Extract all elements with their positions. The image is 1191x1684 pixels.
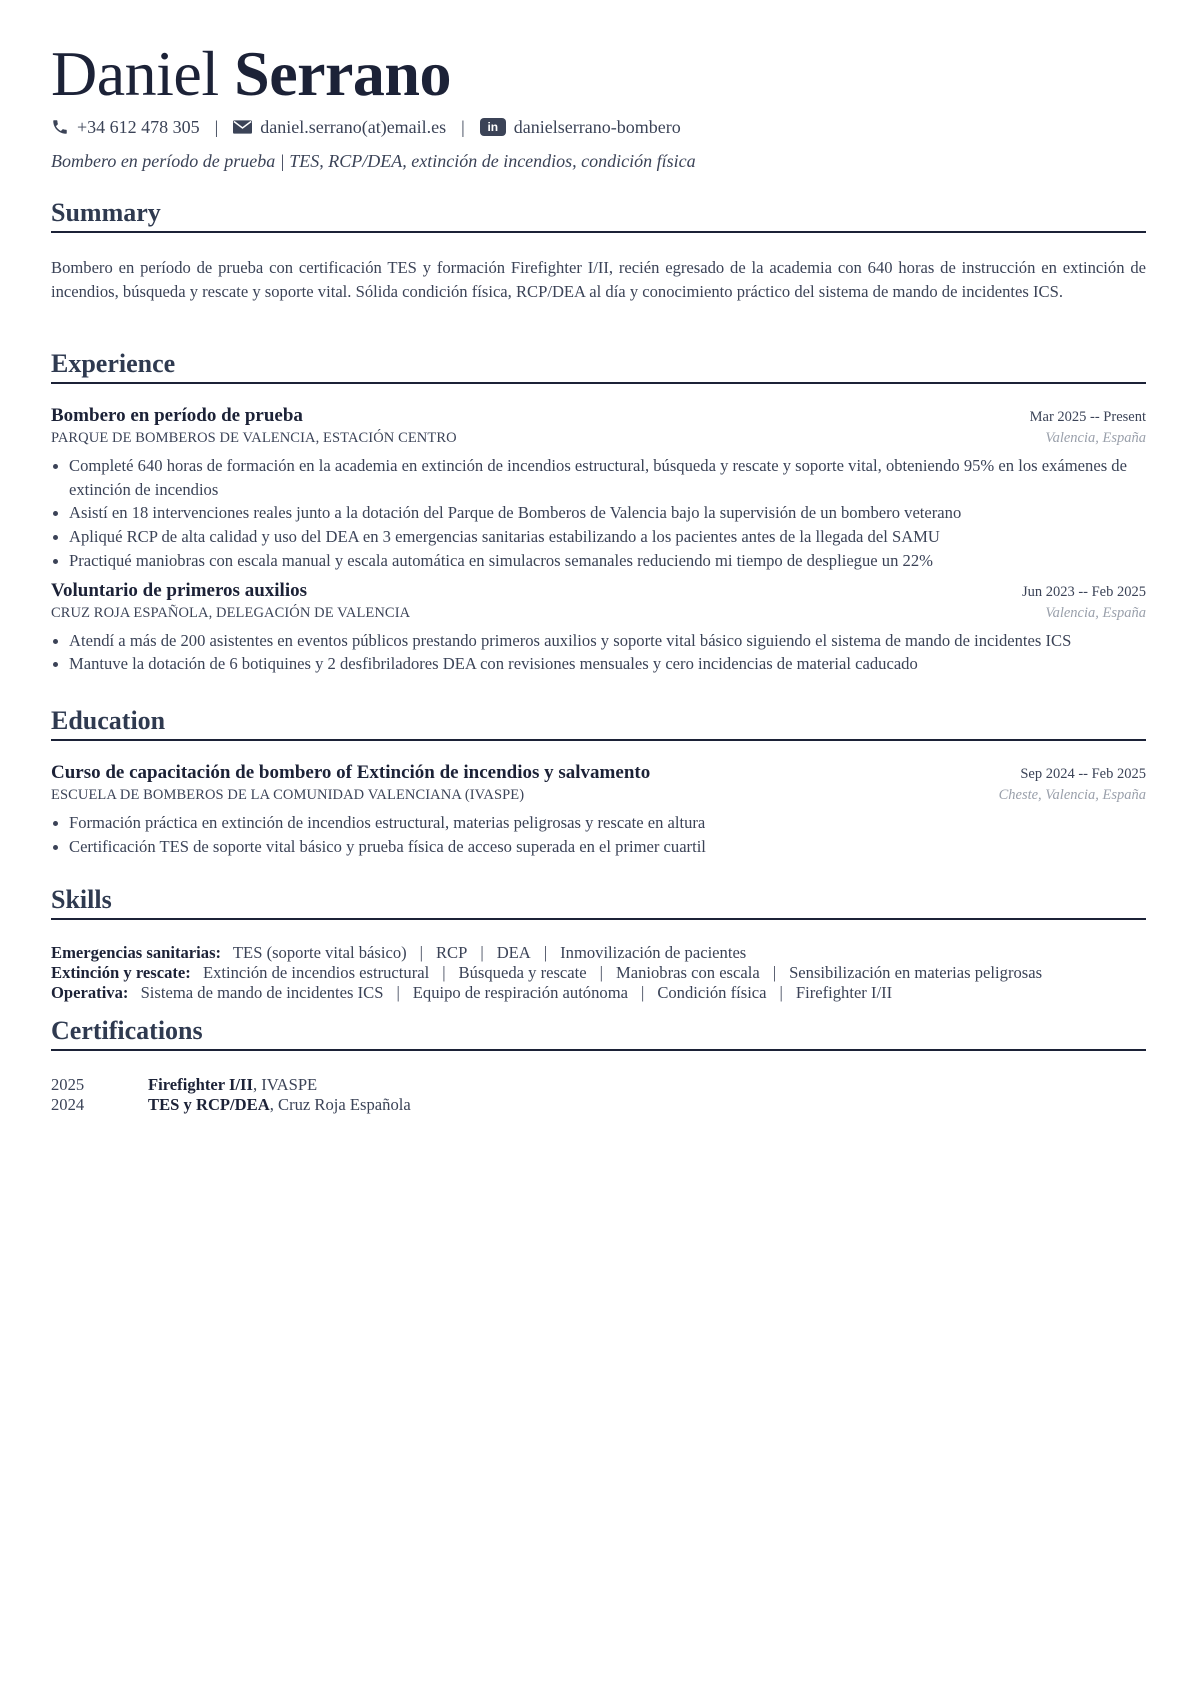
contact-line	[51, 114, 681, 140]
skill-item: Extinción de incendios estructural	[202, 963, 430, 982]
section-title-skills: Skills	[51, 884, 1146, 920]
skill-item: TES (soporte vital básico)	[232, 943, 407, 962]
job-dates: Mar 2025 -- Present	[1029, 409, 1146, 425]
first-name: Daniel	[51, 38, 219, 109]
cert-year: 2024	[51, 1095, 85, 1114]
linkedin-link[interactable]: danielserrano-bombero	[513, 116, 681, 137]
section-title-education: Education	[51, 705, 1146, 741]
job-title: Bombero en período de prueba	[51, 405, 303, 426]
education-bullets	[51, 811, 1146, 858]
education-entry	[51, 761, 1146, 858]
certifications-list	[51, 1075, 1146, 1115]
skill-item: Equipo de respiración autónoma	[412, 983, 628, 1002]
contact-separator: |	[461, 116, 465, 137]
phone-icon	[51, 118, 69, 136]
linkedin-icon: in	[480, 118, 506, 136]
phone-number[interactable]: +34 612 478 305	[77, 116, 200, 137]
job-bullets	[51, 454, 1146, 573]
skills-section	[51, 884, 1146, 1003]
envelope-icon	[233, 120, 252, 134]
degree-title: Curso de capacitación de bombero of Extinción de incendios y salvamento	[51, 762, 651, 783]
bullet-item: Asistí en 18 intervenciones reales junto a la dotación del Parque de Bomberos de Valencia bajo la supervisión de un bombero veterano	[51, 501, 1146, 525]
job-location: Valencia, España	[1045, 430, 1146, 446]
skill-row: Operativa: Sistema de mando de incidentes ICS | Equipo de respiración autónoma | Condición física | Firefighter I/II	[51, 983, 893, 1002]
tagline: Bombero en período de prueba | TES, RCP/DEA, extinción de incendios, condición física	[51, 151, 696, 171]
job-dates: Jun 2023 -- Feb 2025	[1021, 583, 1146, 600]
skill-row: Extinción y rescate: Extinción de incendios estructural | Búsqueda y rescate | Maniobras con escala | Sensibilización en materias peligrosas	[51, 963, 1043, 982]
certification-row	[51, 1075, 1146, 1095]
cert-year: 2025	[51, 1075, 85, 1094]
bullet-item: Atendí a más de 200 asistentes en eventos públicos prestando primeros auxilios y soporte vital básico siguiendo el sistema de mando de incidentes ICS	[51, 629, 1146, 653]
experience-entry	[51, 404, 1146, 573]
skill-item: Sensibilización en materias peligrosas	[789, 963, 1043, 982]
bullet-item: Completé 640 horas de formación en la academia en extinción de incendios estructural, búsqueda y rescate y soporte vital, obteniendo 95% en los exámenes de extinción de incendios	[51, 454, 1146, 501]
cert-name: TES y RCP/DEA	[148, 1095, 270, 1114]
skill-item: Maniobras con escala	[615, 963, 760, 982]
section-title-summary: Summary	[51, 197, 1146, 233]
skill-item: Búsqueda y rescate	[458, 963, 587, 982]
certifications-section	[51, 1015, 1146, 1115]
education-dates: Sep 2024 -- Feb 2025	[1020, 766, 1146, 782]
job-bullets	[51, 629, 1146, 676]
cert-issuer: , Cruz Roja Española	[269, 1095, 411, 1114]
skill-category: Extinción y rescate:	[51, 963, 191, 982]
employer: CRUZ ROJA ESPAÑOLA, DELEGACIÓN DE VALENCIA	[51, 604, 411, 621]
education-section	[51, 705, 1146, 858]
section-title-certifications: Certifications	[51, 1015, 1146, 1051]
summary-section	[51, 197, 1146, 304]
last-name: Serrano	[234, 38, 451, 109]
skill-category: Operativa:	[51, 983, 129, 1002]
bullet-item: Formación práctica en extinción de incendios estructural, materias peligrosas y rescate en altura	[51, 811, 1146, 835]
job-location: Valencia, España	[1045, 604, 1146, 621]
certification-row	[51, 1095, 1146, 1115]
skill-item: Inmovilización de pacientes	[560, 943, 747, 962]
bullet-item: Practiqué maniobras con escala manual y escala automática en simulacros semanales reduciendo mi tiempo de despliegue un 22%	[51, 549, 1146, 573]
email-link[interactable]: daniel.serrano(at)email.es	[260, 116, 447, 137]
bullet-item: Certificación TES de soporte vital básico y prueba física de acceso superada en el primer cuartil	[51, 835, 1146, 859]
job-title: Voluntario de primeros auxilios	[51, 579, 307, 601]
cert-issuer: , IVASPE	[252, 1075, 318, 1094]
section-title-experience: Experience	[51, 348, 1146, 384]
candidate-name	[51, 36, 451, 112]
skills-list	[51, 943, 1146, 1003]
summary-text: Bombero en período de prueba con certificación TES y formación Firefighter I/II, recién egresado de la academia con 640 horas de instrucción en extinción de incendios, búsqueda y rescate y soporte vital. Sólida condición física, RCP/DEA al día y conocimiento práctico del sistema de mando de incidentes ICS.	[51, 258, 1146, 301]
skill-category: Emergencias sanitarias:	[51, 943, 222, 962]
skill-item: DEA	[496, 943, 531, 962]
skill-item: Condición física	[657, 983, 767, 1002]
experience-entry	[51, 579, 1146, 676]
education-location: Cheste, Valencia, España	[998, 787, 1146, 803]
skill-item: RCP	[435, 943, 468, 962]
contact-separator: |	[214, 116, 219, 137]
employer: PARQUE DE BOMBEROS DE VALENCIA, ESTACIÓN CENTRO	[51, 430, 457, 446]
cert-name: Firefighter I/II	[148, 1075, 253, 1094]
experience-section	[51, 348, 1146, 676]
institution: ESCUELA DE BOMBEROS DE LA COMUNIDAD VALENCIANA (IVASPE)	[51, 787, 525, 803]
bullet-item: Mantuve la dotación de 6 botiquines y 2 desfibriladores DEA con revisiones mensuales y cero incidencias de material caducado	[51, 652, 1146, 676]
skill-row: Emergencias sanitarias: TES (soporte vital básico) | RCP | DEA | Inmovilización de pacientes	[51, 943, 747, 962]
skill-item: Firefighter I/II	[795, 983, 893, 1002]
bullet-item: Apliqué RCP de alta calidad y uso del DEA en 3 emergencias sanitarias estabilizando a los pacientes antes de la llegada del SAMU	[51, 525, 1146, 549]
skill-item: Sistema de mando de incidentes ICS	[140, 983, 384, 1002]
